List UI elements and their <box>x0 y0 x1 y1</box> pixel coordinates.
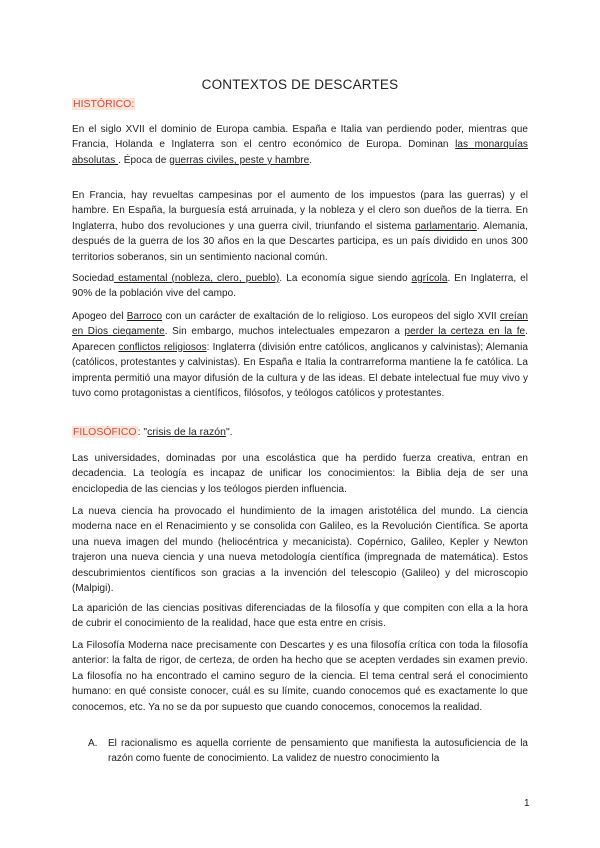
filosofico-paragraph-2: La nueva ciencia ha provocado el hundimiento de la imagen aristotélica del mundo. La ciencia moderna nace en el Renacimiento y se consolida con Galileo, es la Revolución Científica. Se aporta una nueva imagen del mundo (heliocéntrica y mecanicista). Copérnico, Galileo, Kepler y Newton trajeron una nueva ciencia y una nueva metodología científica (impregnada de matemática). Estos descubrimientos científicos son gracias a la invención del telescopio (Galileo) y del microscopio (Malpigi). <box>72 506 528 595</box>
underlined-conflictos: conflictos religiosos <box>118 341 207 353</box>
historico-highlight: HISTÓRICO: <box>73 98 135 110</box>
text-run: . Aparecen <box>72 326 528 353</box>
filosofico-highlight: FILOSÓFICO <box>73 426 137 438</box>
text-run: . En Inglaterra, el 90% de la población vive del campo. <box>72 273 528 300</box>
text-run: . Sin embargo, muchos intelectuales empezaron a <box>164 326 405 338</box>
text-run: ". <box>225 426 233 438</box>
underlined-perder-certeza: perder la certeza en la fe <box>404 326 526 338</box>
section-label-historico <box>72 97 135 111</box>
underlined-estamental: estamental (nobleza, clero, pueblo) <box>114 273 280 284</box>
text-run: En el siglo XVII el dominio de Europa cambia. España e Italia van perdiendo poder, mientras que Francia, Holanda e Inglaterra son el centro económico de Europa. Dominan <box>72 124 528 151</box>
filosofico-paragraph-1: Las universidades, dominadas por una escolástica que ha perdido fuerza creativa, entran en decadencia. La teología es incapaz de unificar los conocimientos: la Biblia deja de ser una enciclopedia de las ciencias y los teólogos pierden influencia. <box>72 453 528 495</box>
section-label-filosofico <box>72 425 233 439</box>
underlined-monarquias: las monarquías absolutas <box>72 139 528 166</box>
historico-paragraph-4 <box>72 309 528 401</box>
text-run: En Francia, hay revueltas campesinas por el aumento de los impuestos (para las guerras) y el hambre. En España, la burguesía está arruinada, y la nobleza y el clero son dueños de la tierra. En Inglaterra, hubo dos revoluciones y una guerra civil, triunfando el sistema <box>72 190 528 232</box>
page-number: 1 <box>524 798 530 809</box>
text-run: . Alemania, después de la guerra de los 30 años en la que Descartes participa, es un país dividido en unos 300 territorios soberanos, sin un sentimiento nacional común. <box>72 220 528 263</box>
text-run: . <box>309 154 313 166</box>
text-run: : " <box>137 426 148 438</box>
list-marker: A. <box>88 738 98 749</box>
text-run: . La economía sigue siendo <box>279 273 412 284</box>
text-run: con un carácter de exaltación de lo religioso. Los europeos del siglo XVII <box>162 311 500 322</box>
underlined-guerras: guerras civiles, peste y hambre <box>169 154 310 166</box>
historico-paragraph-2 <box>72 188 528 265</box>
filosofico-paragraph-4: La Filosofía Moderna nace precisamente con Descartes y es una filosofía crítica con toda la filosofía anterior: la falta de rigor, de certeza, de orden ha hecho que se acepten verdades sin examen previo. La filosofía no ha encontrado el camino seguro de la ciencia. El tema central será el conocimiento humano: en qué consiste conocer, cuál es su límite, cuando conocemos qué es exactamente lo que conocemos, etc. Ya no se da por supuesto que cuando conocemos, conocemos la realidad. <box>72 640 528 713</box>
text-run: : Inglaterra (división entre católicos, anglicanos y calvinistas); Alemania (católicos, protestantes y calvinistas). En España e Italia la contrarreforma mantiene la fe católica. La imprenta permitió una mayor difusión de la cultura y de las ideas. El debate intelectual fue muy vivo y tuvo como protagonistas a científicos, filósofos, y teólogos católicos y protestantes. <box>72 341 528 400</box>
text-run: . Época de <box>118 154 170 166</box>
underlined-creian: creían en Dios ciegamente <box>72 311 528 338</box>
text-run: Sociedad <box>72 273 115 284</box>
list-item-text: El racionalismo es aquella corriente de pensamiento que manifiesta la autosuficiencia de la razón como fuente de conocimiento. La validez de nuestro conocimiento la <box>108 738 528 765</box>
underlined-crisis: crisis de la razón <box>147 426 226 438</box>
underlined-parlamentario: parlamentario <box>415 220 477 232</box>
text-run: Apogeo del <box>72 311 127 322</box>
filosofico-paragraph-3: La aparición de las ciencias positivas diferenciadas de la filosofía y que compiten con ella a la hora de cubrir el conocimiento de la realidad, hace que esta entre en crisis. <box>72 603 528 630</box>
historico-paragraph-1 <box>72 122 528 168</box>
page-title: CONTEXTOS DE DESCARTES <box>201 77 399 92</box>
underlined-barroco: Barroco <box>126 311 163 322</box>
list-item-a <box>88 736 528 767</box>
underlined-agricola: agrícola <box>411 273 448 284</box>
historico-paragraph-3 <box>72 271 528 302</box>
